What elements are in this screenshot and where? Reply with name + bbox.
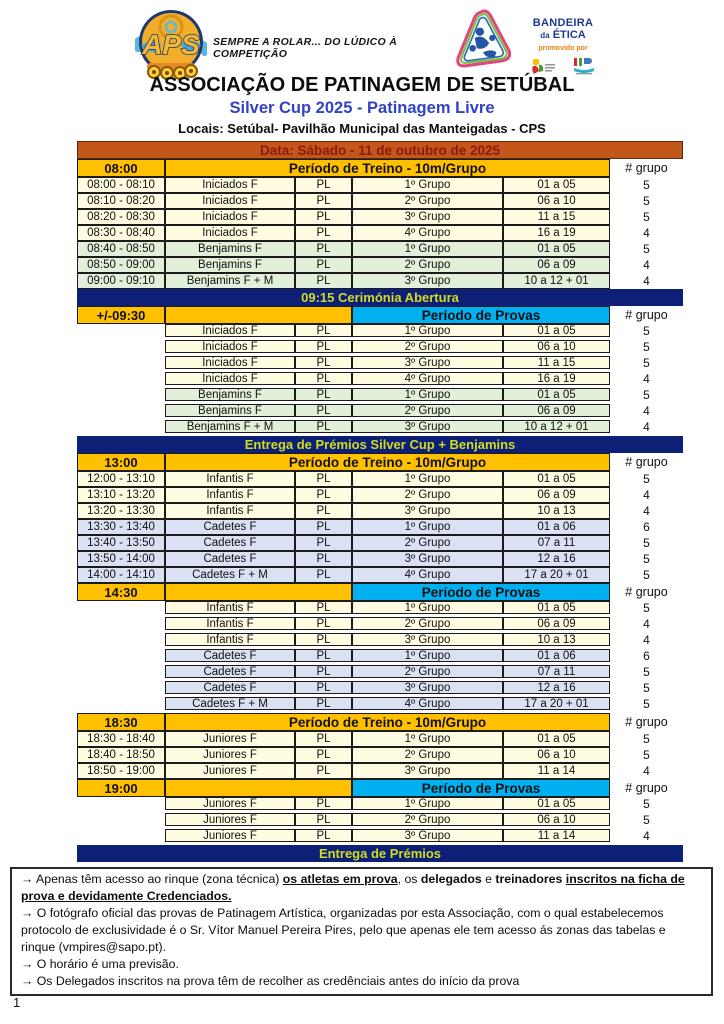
row-time: 08:00 - 08:10 bbox=[77, 177, 165, 193]
section-time-label: 08:00 bbox=[77, 159, 165, 177]
row-time: 09:00 - 09:10 bbox=[77, 273, 165, 289]
section-header-row bbox=[77, 583, 683, 601]
row-group: 2º Grupo bbox=[352, 665, 503, 678]
row-group-count: 5 bbox=[643, 568, 650, 582]
note-segment: → O fotógrafo oficial das provas de Patinagem Artística, organizadas por esta Associação, com o qual estabelecemos protocolo de exclusividade é o Sr. Vítor Manuel Pereira Pires, pelo que apenas ele tem acesso ás zonas das tabelas e rinque (vmpires@sapo.pt). bbox=[21, 906, 666, 954]
row-group: 3º Grupo bbox=[352, 633, 503, 646]
row-category: Juniores F bbox=[165, 747, 295, 763]
schedule-row bbox=[165, 372, 683, 385]
row-numbers: 06 a 10 bbox=[503, 340, 610, 353]
row-group: 1º Grupo bbox=[352, 324, 503, 337]
row-numbers: 06 a 09 bbox=[503, 404, 610, 417]
schedule-table bbox=[77, 141, 683, 862]
row-category: Benjamins F bbox=[165, 257, 295, 273]
row-time: 12:00 - 13:10 bbox=[77, 471, 165, 487]
period-empty-cell bbox=[165, 779, 352, 797]
period-label: Período de Provas bbox=[352, 779, 610, 797]
row-discipline: PL bbox=[295, 177, 352, 193]
row-time: 18:50 - 19:00 bbox=[77, 763, 165, 779]
note-line bbox=[21, 956, 702, 973]
row-numbers: 01 a 06 bbox=[503, 649, 610, 662]
row-group-count: 6 bbox=[643, 520, 650, 534]
row-time: 08:30 - 08:40 bbox=[77, 225, 165, 241]
event-banner: Entrega de Prémios bbox=[77, 845, 683, 862]
row-numbers: 01 a 05 bbox=[503, 388, 610, 401]
row-group: 3º Grupo bbox=[352, 551, 503, 567]
row-category: Cadetes F bbox=[165, 665, 295, 678]
grupo-count-header: # grupo bbox=[625, 781, 668, 795]
venue-line: Locais: Setúbal- Pavilhão Municipal das Manteigadas - CPS bbox=[178, 121, 546, 136]
row-numbers: 07 a 11 bbox=[503, 665, 610, 678]
schedule-row bbox=[165, 797, 683, 810]
row-group-count: 5 bbox=[643, 472, 650, 486]
period-empty-cell bbox=[165, 306, 352, 324]
schedule-row bbox=[165, 633, 683, 646]
row-numbers: 10 a 13 bbox=[503, 503, 610, 519]
schedule-row bbox=[77, 747, 683, 763]
date-banner: Data: Sábado - 11 de outubro de 2025 bbox=[77, 141, 683, 159]
row-numbers: 07 a 11 bbox=[503, 535, 610, 551]
row-group: 2º Grupo bbox=[352, 747, 503, 763]
row-time: 08:50 - 09:00 bbox=[77, 257, 165, 273]
row-group-count: 5 bbox=[643, 323, 650, 338]
row-discipline: PL bbox=[295, 404, 352, 417]
grupo-count-header: # grupo bbox=[625, 161, 668, 175]
row-time: 18:30 - 18:40 bbox=[77, 731, 165, 747]
row-numbers: 06 a 09 bbox=[503, 257, 610, 273]
row-group: 3º Grupo bbox=[352, 420, 503, 433]
row-group-count: 5 bbox=[643, 536, 650, 550]
row-discipline: PL bbox=[295, 241, 352, 257]
row-time: 13:20 - 13:30 bbox=[77, 503, 165, 519]
schedule-row bbox=[77, 257, 683, 273]
schedule-row bbox=[77, 519, 683, 535]
row-group: 2º Grupo bbox=[352, 813, 503, 826]
row-discipline: PL bbox=[295, 340, 352, 353]
note-line bbox=[21, 905, 702, 956]
schedule-row bbox=[77, 567, 683, 583]
schedule-row bbox=[77, 535, 683, 551]
row-category: Benjamins F bbox=[165, 404, 295, 417]
schedule-row bbox=[77, 487, 683, 503]
row-group: 2º Grupo bbox=[352, 257, 503, 273]
schedule-row bbox=[165, 420, 683, 433]
row-time: 14:00 - 14:10 bbox=[77, 567, 165, 583]
row-group: 4º Grupo bbox=[352, 697, 503, 710]
schedule-row bbox=[77, 551, 683, 567]
schedule-row bbox=[165, 681, 683, 694]
row-group-count: 5 bbox=[643, 680, 650, 695]
row-category: Benjamins F bbox=[165, 241, 295, 257]
event-banner: Entrega de Prémios Silver Cup + Benjamins bbox=[77, 436, 683, 453]
row-discipline: PL bbox=[295, 601, 352, 614]
row-numbers: 17 a 20 + 01 bbox=[503, 567, 610, 583]
schedule-row bbox=[77, 177, 683, 193]
grupo-count-header: # grupo bbox=[625, 585, 668, 599]
note-segment: e bbox=[481, 872, 496, 886]
row-category: Juniores F bbox=[165, 797, 295, 810]
row-discipline: PL bbox=[295, 633, 352, 646]
row-group-count: 4 bbox=[643, 488, 650, 502]
svg-text:APS: APS bbox=[142, 29, 200, 60]
row-numbers: 06 a 09 bbox=[503, 617, 610, 630]
section-time-label: 14:30 bbox=[77, 583, 165, 601]
row-category: Infantis F bbox=[165, 471, 295, 487]
schedule-row bbox=[165, 340, 683, 353]
row-numbers: 16 a 19 bbox=[503, 372, 610, 385]
row-group: 1º Grupo bbox=[352, 731, 503, 747]
row-category: Cadetes F bbox=[165, 649, 295, 662]
row-group: 3º Grupo bbox=[352, 273, 503, 289]
row-category: Cadetes F bbox=[165, 519, 295, 535]
row-numbers: 01 a 05 bbox=[503, 471, 610, 487]
schedule-row bbox=[77, 193, 683, 209]
row-time: 13:30 - 13:40 bbox=[77, 519, 165, 535]
row-group: 1º Grupo bbox=[352, 241, 503, 257]
row-discipline: PL bbox=[295, 356, 352, 369]
row-group: 1º Grupo bbox=[352, 797, 503, 810]
row-numbers: 16 a 19 bbox=[503, 225, 610, 241]
note-segment: → Apenas têm acesso ao rinque (zona técnica) bbox=[21, 872, 283, 886]
schedule-row bbox=[165, 697, 683, 710]
schedule-row bbox=[165, 813, 683, 826]
row-group: 2º Grupo bbox=[352, 340, 503, 353]
row-discipline: PL bbox=[295, 731, 352, 747]
row-group-count: 5 bbox=[643, 387, 650, 402]
row-discipline: PL bbox=[295, 273, 352, 289]
row-time: 08:10 - 08:20 bbox=[77, 193, 165, 209]
grupo-count-header: # grupo bbox=[625, 308, 668, 322]
row-time: 08:40 - 08:50 bbox=[77, 241, 165, 257]
section-header-row bbox=[77, 453, 683, 471]
row-time: 08:20 - 08:30 bbox=[77, 209, 165, 225]
schedule-row bbox=[165, 601, 683, 614]
row-group-count: 5 bbox=[643, 355, 650, 370]
row-numbers: 01 a 05 bbox=[503, 601, 610, 614]
row-group-count: 4 bbox=[643, 274, 650, 288]
row-category: Juniores F bbox=[165, 813, 295, 826]
row-group: 1º Grupo bbox=[352, 519, 503, 535]
section-header-row bbox=[77, 779, 683, 797]
row-group-count: 4 bbox=[643, 403, 650, 418]
row-group-count: 4 bbox=[643, 504, 650, 518]
row-numbers: 10 a 12 + 01 bbox=[503, 273, 610, 289]
row-group-count: 5 bbox=[643, 664, 650, 679]
row-discipline: PL bbox=[295, 193, 352, 209]
schedule-row bbox=[165, 829, 683, 842]
row-numbers: 01 a 05 bbox=[503, 797, 610, 810]
row-group-count: 5 bbox=[643, 796, 650, 811]
row-numbers: 06 a 10 bbox=[503, 813, 610, 826]
row-group-count: 5 bbox=[643, 194, 650, 208]
schedule-row bbox=[165, 617, 683, 630]
row-discipline: PL bbox=[295, 257, 352, 273]
row-category: Benjamins F bbox=[165, 388, 295, 401]
ipdj-logo-icon bbox=[572, 56, 596, 76]
row-discipline: PL bbox=[295, 487, 352, 503]
row-category: Juniores F bbox=[165, 763, 295, 779]
row-discipline: PL bbox=[295, 551, 352, 567]
footer-notes bbox=[10, 867, 713, 996]
row-numbers: 12 a 16 bbox=[503, 681, 610, 694]
row-group: 1º Grupo bbox=[352, 388, 503, 401]
row-category: Cadetes F + M bbox=[165, 567, 295, 583]
row-discipline: PL bbox=[295, 697, 352, 710]
row-discipline: PL bbox=[295, 813, 352, 826]
row-group-count: 5 bbox=[643, 696, 650, 711]
row-numbers: 11 a 14 bbox=[503, 763, 610, 779]
section-time-label: 19:00 bbox=[77, 779, 165, 797]
row-group-count: 5 bbox=[643, 732, 650, 746]
row-discipline: PL bbox=[295, 567, 352, 583]
row-category: Iniciados F bbox=[165, 340, 295, 353]
row-category: Infantis F bbox=[165, 503, 295, 519]
section-header-row bbox=[77, 306, 683, 324]
schedule-row bbox=[165, 324, 683, 337]
row-group: 2º Grupo bbox=[352, 404, 503, 417]
schedule-row bbox=[77, 503, 683, 519]
note-segment: → Os Delegados inscritos na prova têm de recolher as credênciais antes do início da prova bbox=[21, 974, 520, 988]
row-discipline: PL bbox=[295, 617, 352, 630]
row-numbers: 11 a 15 bbox=[503, 356, 610, 369]
ethics-title-line2: da ÉTICA bbox=[540, 29, 586, 41]
row-time: 18:40 - 18:50 bbox=[77, 747, 165, 763]
row-time: 13:10 - 13:20 bbox=[77, 487, 165, 503]
period-label: Período de Treino - 10m/Grupo bbox=[165, 713, 610, 731]
row-numbers: 01 a 05 bbox=[503, 241, 610, 257]
schedule-row bbox=[77, 241, 683, 257]
row-discipline: PL bbox=[295, 503, 352, 519]
row-group: 3º Grupo bbox=[352, 356, 503, 369]
row-category: Iniciados F bbox=[165, 356, 295, 369]
row-category: Juniores F bbox=[165, 731, 295, 747]
section-time-label: +/-09:30 bbox=[77, 306, 165, 324]
row-numbers: 06 a 10 bbox=[503, 193, 610, 209]
note-line bbox=[21, 871, 702, 905]
schedule-row bbox=[165, 404, 683, 417]
schedule-row bbox=[165, 356, 683, 369]
row-group-count: 5 bbox=[643, 242, 650, 256]
row-discipline: PL bbox=[295, 388, 352, 401]
row-discipline: PL bbox=[295, 209, 352, 225]
row-group-count: 4 bbox=[643, 371, 650, 386]
note-segment: os atletas em prova bbox=[282, 872, 398, 886]
row-discipline: PL bbox=[295, 420, 352, 433]
row-time: 13:50 - 14:00 bbox=[77, 551, 165, 567]
ethics-text bbox=[520, 9, 606, 79]
row-group: 3º Grupo bbox=[352, 763, 503, 779]
row-group: 4º Grupo bbox=[352, 372, 503, 385]
association-slogan: SEMPRE A ROLAR... DO LÚDICO À COMPETIÇÃO bbox=[213, 36, 398, 60]
row-category: Iniciados F bbox=[165, 372, 295, 385]
row-group-count: 5 bbox=[643, 339, 650, 354]
row-numbers: 06 a 09 bbox=[503, 487, 610, 503]
row-group: 4º Grupo bbox=[352, 567, 503, 583]
row-discipline: PL bbox=[295, 324, 352, 337]
row-group: 2º Grupo bbox=[352, 535, 503, 551]
note-line bbox=[21, 973, 702, 990]
row-group: 3º Grupo bbox=[352, 829, 503, 842]
row-group-count: 4 bbox=[643, 258, 650, 272]
row-time: 13:40 - 13:50 bbox=[77, 535, 165, 551]
row-discipline: PL bbox=[295, 681, 352, 694]
row-group-count: 5 bbox=[643, 178, 650, 192]
row-group: 2º Grupo bbox=[352, 487, 503, 503]
note-segment: , os bbox=[397, 872, 421, 886]
row-category: Cadetes F bbox=[165, 681, 295, 694]
ethics-promo-text: promovido por bbox=[538, 45, 588, 52]
schedule-row bbox=[77, 731, 683, 747]
row-discipline: PL bbox=[295, 829, 352, 842]
row-group: 3º Grupo bbox=[352, 503, 503, 519]
event-subtitle: Silver Cup 2025 - Patinagem Livre bbox=[229, 99, 495, 117]
row-discipline: PL bbox=[295, 225, 352, 241]
page-number: 1 bbox=[13, 995, 21, 1010]
period-label: Período de Treino - 10m/Grupo bbox=[165, 159, 610, 177]
row-numbers: 01 a 05 bbox=[503, 324, 610, 337]
period-label: Período de Treino - 10m/Grupo bbox=[165, 453, 610, 471]
row-category: Infantis F bbox=[165, 487, 295, 503]
schedule-row bbox=[77, 763, 683, 779]
row-category: Iniciados F bbox=[165, 324, 295, 337]
event-banner: 09:15 Cerimónia Abertura bbox=[77, 289, 683, 306]
section-time-label: 18:30 bbox=[77, 713, 165, 731]
row-category: Iniciados F bbox=[165, 177, 295, 193]
schedule-row bbox=[165, 649, 683, 662]
ethics-flag-block bbox=[452, 9, 642, 79]
row-group: 3º Grupo bbox=[352, 209, 503, 225]
row-numbers: 01 a 05 bbox=[503, 177, 610, 193]
row-group: 2º Grupo bbox=[352, 617, 503, 630]
row-category: Cadetes F bbox=[165, 551, 295, 567]
row-numbers: 17 a 20 + 01 bbox=[503, 697, 610, 710]
row-category: Iniciados F bbox=[165, 209, 295, 225]
row-discipline: PL bbox=[295, 471, 352, 487]
row-group: 4º Grupo bbox=[352, 225, 503, 241]
row-category: Cadetes F bbox=[165, 535, 295, 551]
row-numbers: 11 a 15 bbox=[503, 209, 610, 225]
row-category: Juniores F bbox=[165, 829, 295, 842]
note-segment: inscritos na ficha de prova e devidamente Credenciados. bbox=[21, 872, 685, 903]
row-category: Infantis F bbox=[165, 617, 295, 630]
section-header-row bbox=[77, 713, 683, 731]
row-discipline: PL bbox=[295, 763, 352, 779]
row-group-count: 5 bbox=[643, 552, 650, 566]
row-group-count: 5 bbox=[643, 210, 650, 224]
row-category: Benjamins F + M bbox=[165, 420, 295, 433]
schedule-row bbox=[165, 665, 683, 678]
row-numbers: 10 a 13 bbox=[503, 633, 610, 646]
period-label: Período de Provas bbox=[352, 583, 610, 601]
partner-logos bbox=[530, 56, 596, 76]
note-segment: delegados bbox=[420, 872, 482, 886]
row-category: Infantis F bbox=[165, 633, 295, 646]
row-group-count: 4 bbox=[643, 226, 650, 240]
row-numbers: 12 a 16 bbox=[503, 551, 610, 567]
row-group-count: 6 bbox=[643, 648, 650, 663]
page-title: ASSOCIAÇÃO DE PATINAGEM DE SETÚBAL bbox=[149, 74, 575, 96]
row-category: Infantis F bbox=[165, 601, 295, 614]
schedule-row bbox=[77, 471, 683, 487]
row-group: 1º Grupo bbox=[352, 471, 503, 487]
grupo-count-header: # grupo bbox=[625, 455, 668, 469]
row-group-count: 5 bbox=[643, 812, 650, 827]
row-category: Iniciados F bbox=[165, 225, 295, 241]
row-discipline: PL bbox=[295, 649, 352, 662]
row-group-count: 4 bbox=[643, 419, 650, 434]
row-numbers: 11 a 14 bbox=[503, 829, 610, 842]
row-group-count: 4 bbox=[643, 764, 650, 778]
row-group: 2º Grupo bbox=[352, 193, 503, 209]
row-group-count: 5 bbox=[643, 748, 650, 762]
schedule-row bbox=[77, 209, 683, 225]
row-group: 1º Grupo bbox=[352, 601, 503, 614]
row-group-count: 4 bbox=[643, 632, 650, 647]
aps-logo bbox=[131, 9, 211, 81]
row-category: Iniciados F bbox=[165, 193, 295, 209]
row-discipline: PL bbox=[295, 665, 352, 678]
pned-logo-icon bbox=[530, 56, 556, 76]
row-numbers: 01 a 06 bbox=[503, 519, 610, 535]
schedule-row bbox=[77, 225, 683, 241]
row-discipline: PL bbox=[295, 797, 352, 810]
period-empty-cell bbox=[165, 583, 352, 601]
row-group-count: 4 bbox=[643, 828, 650, 843]
row-numbers: 01 a 05 bbox=[503, 731, 610, 747]
row-group-count: 4 bbox=[643, 616, 650, 631]
schedule-row bbox=[165, 388, 683, 401]
schedule-row bbox=[77, 273, 683, 289]
ethics-title-line1: BANDEIRA bbox=[532, 17, 594, 29]
row-discipline: PL bbox=[295, 372, 352, 385]
aps-logo-icon bbox=[131, 9, 211, 81]
row-discipline: PL bbox=[295, 519, 352, 535]
section-header-row bbox=[77, 159, 683, 177]
grupo-count-header: # grupo bbox=[625, 715, 668, 729]
ethics-flag-icon bbox=[452, 9, 514, 71]
row-category: Benjamins F + M bbox=[165, 273, 295, 289]
period-label: Período de Provas bbox=[352, 306, 610, 324]
row-group-count: 5 bbox=[643, 600, 650, 615]
row-group: 1º Grupo bbox=[352, 177, 503, 193]
row-group: 3º Grupo bbox=[352, 681, 503, 694]
row-discipline: PL bbox=[295, 535, 352, 551]
row-numbers: 06 a 10 bbox=[503, 747, 610, 763]
row-discipline: PL bbox=[295, 747, 352, 763]
note-segment: → O horário é uma previsão. bbox=[21, 957, 179, 971]
row-group: 1º Grupo bbox=[352, 649, 503, 662]
row-numbers: 10 a 12 + 01 bbox=[503, 420, 610, 433]
note-segment: treinadores bbox=[495, 872, 563, 886]
row-category: Cadetes F + M bbox=[165, 697, 295, 710]
section-time-label: 13:00 bbox=[77, 453, 165, 471]
